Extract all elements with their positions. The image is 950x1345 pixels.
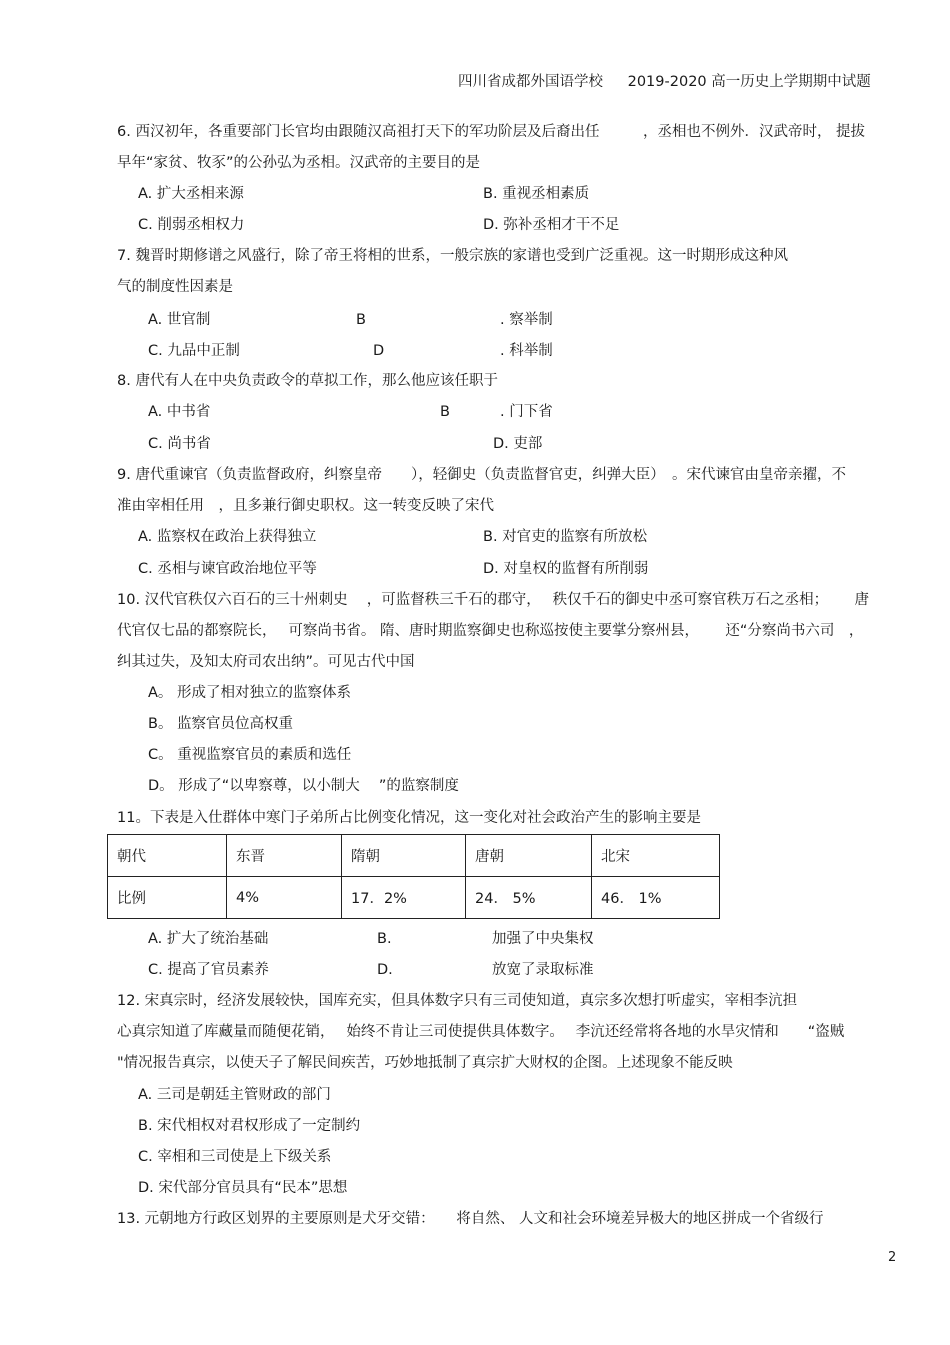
q10-stem-line2: 代官仅七品的都察院长， 可察尚书省。 隋、唐时期监察御史也称巡按使主要掌分察州县， 还“分察尚书六司 ，: [117, 623, 864, 639]
q9-option-c: C. 丞相与谏官政治地位平等: [138, 561, 317, 577]
q9-stem-line1: 9. 唐代重谏官（负责监督政府，纠察皇帝 ），轻御史（负责监督官吏，纠弹大臣） 。宋代谏官由皇帝亲擢，不: [117, 467, 846, 483]
q8-option-a: A. 中书省: [148, 404, 211, 420]
q11-stem-line1: 11。下表是入仕群体中寒门子弟所占比例变化情况，这一变化对社会政治产生的影响主要是: [117, 810, 701, 826]
q10-option-c: C。 重视监察官员的素质和选任: [148, 747, 352, 763]
q7-option-b-letter: B: [356, 312, 366, 328]
q12-option-a: A. 三司是朝廷主管财政的部门: [138, 1087, 331, 1103]
table-cell: 北宋: [592, 835, 720, 877]
q10-stem-line3: 纠其过失，及知太府司农出纳”。可见古代中国: [117, 654, 415, 670]
q10-option-d: D。 形成了“以卑察尊，以小制大 ”的监察制度: [148, 778, 459, 794]
q11-option-b-letter: B.: [377, 931, 392, 947]
q11-option-a: A. 扩大了统治基础: [148, 931, 269, 947]
table-row: [108, 877, 720, 919]
table-cell: 比例: [108, 877, 227, 919]
q10-option-b: B。 监察官员位高权重: [148, 716, 294, 732]
q10-option-a: A。 形成了相对独立的监察体系: [148, 685, 352, 701]
q7-option-c: C. 九品中正制: [148, 343, 240, 359]
q11-option-d-letter: D.: [377, 962, 393, 978]
q12-option-b: B. 宋代相权对君权形成了一定制约: [138, 1118, 361, 1134]
q12-option-c: C. 宰相和三司使是上下级关系: [138, 1149, 332, 1165]
q13-stem-line1: 13. 元朝地方行政区划界的主要原则是犬牙交错： 将自然、 人文和社会环境差异极大的地区拼成一个省级行: [117, 1211, 824, 1227]
q9-option-a: A. 监察权在政治上获得独立: [138, 529, 317, 545]
ratio-table: [107, 834, 720, 919]
q11-option-b: 加强了中央集权: [492, 931, 594, 947]
q6-stem-line2: 早年“家贫、牧豕”的公孙弘为丞相。汉武帝的主要目的是: [117, 155, 481, 171]
q7-option-d: . 科举制: [500, 343, 553, 359]
q8-stem-line1: 8. 唐代有人在中央负责政令的草拟工作，那么他应该任职于: [117, 373, 498, 389]
table-header-row: [108, 835, 720, 877]
q8-option-d: D. 吏部: [493, 436, 543, 452]
q12-stem-line2: 心真宗知道了库藏量而随便花销， 始终不肯让三司使提供具体数字。 李沆还经常将各地的水旱灾情和 “盗贼: [117, 1024, 845, 1040]
q8-option-b-letter: B: [440, 404, 450, 420]
q11-option-c: C. 提高了官员素养: [148, 962, 269, 978]
q7-stem-line2: 气的制度性因素是: [117, 279, 233, 295]
q9-option-d: D. 对皇权的监督有所削弱: [483, 561, 649, 577]
table-cell: 4%: [227, 877, 342, 919]
q7-option-a: A. 世官制: [148, 312, 211, 328]
q12-option-d: D. 宋代部分官员具有“民本”思想: [138, 1180, 348, 1196]
q10-stem-line1: 10. 汉代官秩仅六百石的三十州刺史 ，可监督秩三千石的郡守， 秩仅千石的御史中丞可察官秩万石之丞相； 唐: [117, 592, 869, 608]
q9-option-b: B. 对官吏的监察有所放松: [483, 529, 648, 545]
table-cell: 唐朝: [466, 835, 592, 877]
header-title: 2019-2020 高一历史上学期期中试题: [627, 74, 871, 90]
table-cell: 46． 1%: [592, 877, 720, 919]
q6-option-c: C. 削弱丞相权力: [138, 217, 245, 233]
table-cell: 东晋: [227, 835, 342, 877]
table-cell: 24． 5%: [466, 877, 592, 919]
q7-stem-line1: 7. 魏晋时期修谱之风盛行，除了帝王将相的世系，一般宗族的家谱也受到广泛重视。这一时期形成这种风: [117, 248, 788, 264]
q7-option-d-letter: D: [373, 343, 385, 359]
q6-stem-line1: 6. 西汉初年，各重要部门长官均由跟随汉高祖打天下的军功阶层及后裔出任 ，丞相也不例外．汉武帝时， 提拔: [117, 124, 866, 140]
q9-stem-line2: 准由宰相任用 ，且多兼行御史职权。这一转变反映了宋代: [117, 498, 494, 514]
page-number: 2: [888, 1250, 897, 1265]
q11-option-d: 放宽了录取标准: [492, 962, 594, 978]
header-school: 四川省成都外国语学校: [458, 74, 603, 90]
q8-option-c: C. 尚书省: [148, 436, 211, 452]
q12-stem-line3: "情况报告真宗，以使天子了解民间疾苦，巧妙地抵制了真宗扩大财权的企图。上述现象不能反映: [117, 1055, 733, 1071]
table-cell: 朝代: [108, 835, 227, 877]
q12-stem-line1: 12. 宋真宗时，经济发展较快，国库充实，但具体数字只有三司使知道，真宗多次想打听虚实，宰相李沆担: [117, 993, 798, 1009]
q6-option-a: A. 扩大丞相来源: [138, 186, 244, 202]
table-cell: 17．2%: [342, 877, 466, 919]
q7-option-b: . 察举制: [500, 312, 553, 328]
table-cell: 隋朝: [342, 835, 466, 877]
q8-option-b: . 门下省: [500, 404, 553, 420]
q6-option-b: B. 重视丞相素质: [483, 186, 590, 202]
q6-option-d: D. 弥补丞相才干不足: [483, 217, 620, 233]
page-header: [458, 70, 871, 91]
